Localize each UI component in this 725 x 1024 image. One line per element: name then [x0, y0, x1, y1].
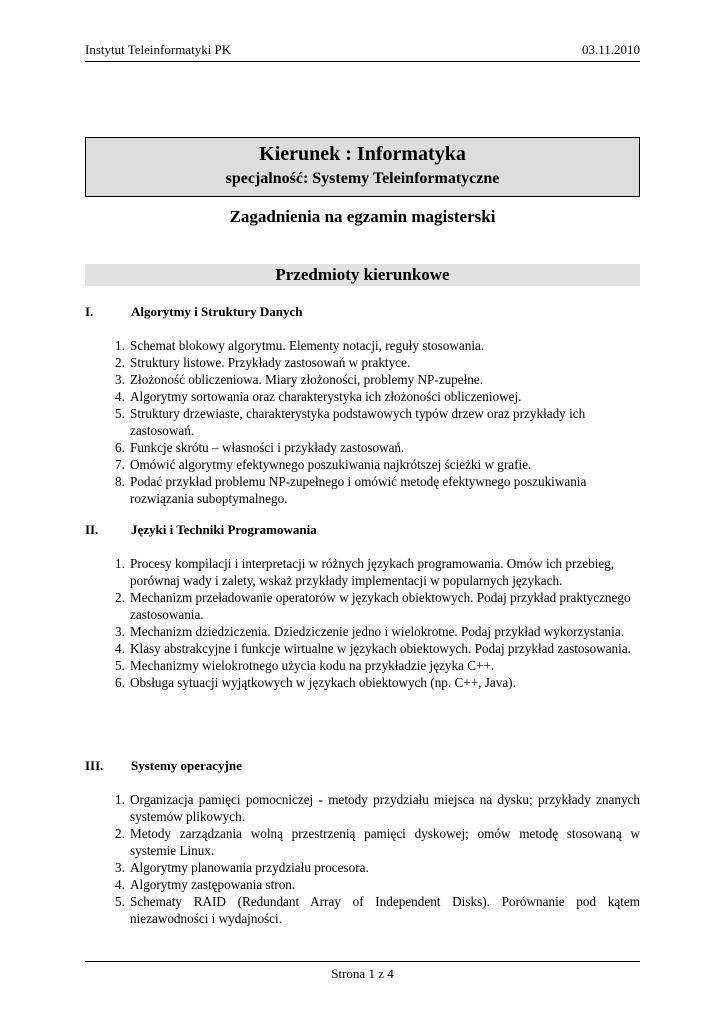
page-header [85, 42, 640, 58]
section-heading [85, 304, 640, 320]
item-text: Podać przykład problemu NP-zupełnego i omówić metodę efektywnego poszukiwania rozwiązania suboptymalnego. [130, 474, 587, 506]
page-title: Kierunek : Informatyka [259, 143, 466, 165]
item-text: Omówić algorytmy efektywnego poszukiwania najkrótszej ścieżki w grafie. [130, 457, 532, 472]
item-number: 2. [115, 355, 125, 370]
page-number: Strona 1 z 4 [331, 966, 394, 981]
item-text: Klasy abstrakcyjne i funkcje wirtualne w językach obiektowych. Podaj przykład zastosowania. [130, 641, 631, 656]
list-item [85, 456, 640, 473]
list-item [85, 371, 640, 388]
list-item [85, 893, 640, 927]
item-text: Organizacja pamięci pomocniczej - metody przydziału miejsca na dysku; przykłady znanych systemów plikowych. [130, 792, 640, 824]
item-number: 1. [115, 556, 125, 571]
item-text: Metody zarządzania wolną przestrzenią pamięci dyskowej; omów metodę stosowaną w systemie Linux. [130, 826, 640, 858]
list-item [85, 674, 640, 691]
list-item [85, 473, 640, 507]
item-text: Schematy RAID (Redundant Array of Independent Disks). Porównanie pod kątem niezawodności i wydajności. [130, 894, 640, 926]
subjects-heading: Przedmioty kierunkowe [85, 264, 640, 286]
list-item [85, 791, 640, 825]
section-number: I. [85, 304, 94, 319]
list-item [85, 640, 640, 657]
item-number: 6. [115, 440, 125, 455]
title-box [85, 137, 640, 197]
question-list [85, 337, 640, 507]
list-item [85, 555, 640, 589]
list-item [85, 405, 640, 439]
institute-name: Instytut Teleinformatyki PK [85, 42, 232, 57]
item-text: Mechanizm dziedziczenia. Dziedziczenie jedno i wielokrotne. Podaj przykład wykorzystania. [130, 624, 624, 639]
item-text: Mechanizm przeładowanie operatorów w językach obiektowych. Podaj przykład praktycznego zastosowania. [130, 590, 631, 622]
section-heading [85, 522, 640, 538]
specialization-title: specjalność: Systemy Teleinformatyczne [225, 170, 500, 187]
header-divider [85, 61, 640, 62]
list-item [85, 623, 640, 640]
item-number: 3. [115, 372, 125, 387]
footer-divider [85, 961, 640, 962]
item-text: Schemat blokowy algorytmu. Elementy notacji, reguły stosowania. [130, 338, 485, 353]
list-item [85, 657, 640, 674]
list-item [85, 337, 640, 354]
list-item [85, 876, 640, 893]
item-text: Struktury listowe. Przykłady zastosowań w praktyce. [130, 355, 411, 370]
question-list [85, 555, 640, 691]
item-number: 5. [115, 894, 125, 909]
list-item [85, 388, 640, 405]
section-heading [85, 758, 640, 774]
item-number: 5. [115, 406, 125, 421]
item-text: Algorytmy sortowania oraz charakterystyka ich złożoności obliczeniowej. [130, 389, 522, 404]
item-text: Funkcje skrótu – własności i przykłady zastosowań. [130, 440, 405, 455]
item-number: 3. [115, 624, 125, 639]
exam-title: Zagadnienia na egzamin magisterski [229, 207, 496, 226]
item-number: 8. [115, 474, 125, 489]
list-item [85, 859, 640, 876]
question-list [85, 791, 640, 927]
item-text: Algorytmy planowania przydziału procesora. [130, 860, 369, 875]
item-text: Struktury drzewiaste, charakterystyka podstawowych typów drzew oraz przykłady ich zastosowań. [130, 406, 586, 438]
item-number: 3. [115, 860, 125, 875]
item-number: 2. [115, 590, 125, 605]
section-title: Języki i Techniki Programowania [131, 522, 317, 537]
section-number: II. [85, 522, 99, 537]
item-text: Złożoność obliczeniowa. Miary złożoności, problemy NP-zupełne. [130, 372, 484, 387]
section-title: Systemy operacyjne [131, 758, 242, 773]
item-text: Obsługa sytuacji wyjątkowych w językach obiektowych (np. C++, Java). [130, 675, 516, 690]
item-text: Algorytmy zastępowania stron. [130, 877, 296, 892]
item-number: 4. [115, 641, 125, 656]
list-item [85, 825, 640, 859]
section-title: Algorytmy i Struktury Danych [131, 304, 303, 319]
document-date: 03.11.2010 [581, 42, 640, 57]
section-number: III. [85, 758, 104, 773]
item-number: 2. [115, 826, 125, 841]
list-item [85, 439, 640, 456]
item-number: 1. [115, 338, 125, 353]
item-number: 7. [115, 457, 125, 472]
item-number: 1. [115, 792, 125, 807]
list-item [85, 354, 640, 371]
item-number: 6. [115, 675, 125, 690]
item-number: 5. [115, 658, 125, 673]
item-text: Procesy kompilacji i interpretacji w różnych językach programowania. Omów ich przebieg, porównaj wady i zalety, wskaż przykłady implementacji w popularnych językach. [130, 556, 615, 588]
list-item [85, 589, 640, 623]
item-number: 4. [115, 877, 125, 892]
item-number: 4. [115, 389, 125, 404]
item-text: Mechanizmy wielokrotnego użycia kodu na przykładzie języka C++. [130, 658, 495, 673]
